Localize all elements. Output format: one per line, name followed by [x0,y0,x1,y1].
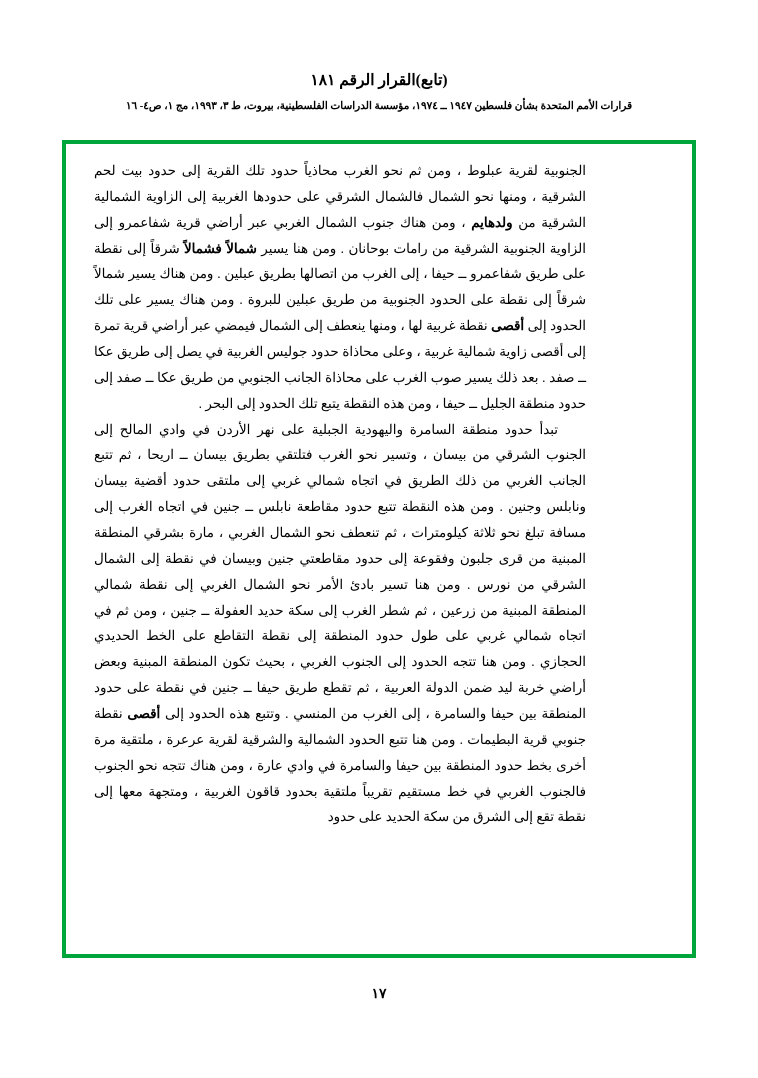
paragraph-1-bold-1: ولدهايم [471,214,513,230]
page-number: ١٧ [371,987,387,1002]
paragraph-1-part-d: نقطة غربية لها ، ومنها ينعطف إلى الشمال فيمضي عبر أراضي قرية تمرة إلى أقصى زاوية شمالية غربية ، وعلى محاذاة حدود جوليس الغربية في يصل إلى طريق عكا ــ صفد . بعد ذلك يسير صوب الغرب على محاذاة الجانب الجنوبي من طريق عكا ــ صفد إلى حدود منطقة الجليل ــ حيفا ، ومن هذه النقطة يتبع تلك الحدود إلى البحر . [94,318,586,411]
green-border-frame [62,140,696,958]
frame-content-area [80,158,678,944]
paragraph-1-bold-2: شمالاً فشمالاً [183,240,257,256]
paragraph-1-part-b: ، ومن هناك جنوب الشمال الغربي عبر أراضي قرية شفاعمرو إلى الزاوية الجنوبية الشرقية من رامات بوحانان . ومن هنا يسير [94,214,586,256]
paragraph-2-bold-1: أقصى [127,706,161,722]
body-text [80,158,678,830]
paragraph-2-part-a: تبدأ حدود منطقة السامرة واليهودية الجبلية على نهر الأردن في وادي المالح إلى الجنوب الشرقي من بيسان ، وتسير نحو الغرب فتلتقي بطريق بيسان ــ اريحا ، ثم تتبع الجانب الغربي من ذلك الطريق في اتجاه شمالي غربي إلى ملتقى حدود أقضية بيسان ونابلس وجنين . ومن هذه النقطة تتبع حدود مقاطعة نابلس ــ جنين في اتجاه الغرب إلى مسافة تبلغ نحو ثلاثة كيلومترات ، ثم تنعطف نحو الشمال الغربي ، مارة بشرقي المنطقة المبنية من قرى جلبون وفقوعة إلى حدود مقاطعتي جنين وبيسان في نقطة إلى الشمال الشرقي من نورس . ومن هنا تسير بادئ الأمر نحو الشمال الغربي إلى نقطة شمالي المنطقة المبنية من زرعين ، ثم شطر الغرب إلى سكة حديد العفولة ــ جنين ، ومن ثم في اتجاه شمالي غربي على طول حدود المنطقة إلى نقطة التقاطع على الخط الحديدي الحجازي . ومن هنا تتجه الحدود إلى الجنوب الغربي ، بحيث تكون المنطقة المبنية وبعض أراضي خربة ليد ضمن الدولة العربية ، ثم تقطع طريق حيفا ــ جنين في نقطة على حدود المنطقة بين حيفا والسامرة ، إلى الغرب من المنسي . وتتبع هذه الحدود إلى [94,421,586,722]
paragraph-1-part-c: شرقاً إلى نقطة على طريق شفاعمرو ــ حيفا ، إلى الغرب من اتصالها بطريق عبلين . ومن هناك يسير شمالاً شرقاً إلى نقطة على الحدود الجنوبية من طريق عبلين للبروة . ومن هناك يسير على تلك الحدود إلى [94,240,586,334]
paragraph-1-part-a: الجنوبية لقرية عبلوط ، ومن ثم نحو الغرب محاذياً حدود تلك القرية إلى حدود بيت لحم الشرقية ، ومنها نحو الشمال فالشمال الشرقي على حدودها الغربية إلى الزاوية الشمالية الشرقية من [94,163,586,230]
paragraph-1 [94,158,586,417]
page-header [0,0,758,112]
paragraph-1-bold-3: أقصى [491,318,525,334]
document-title: (تابع)القرار الرقم ١٨١ [310,72,448,89]
paragraph-2-part-b: نقطة جنوبي قرية البطيمات . ومن هنا تتبع الحدود الشمالية والشرقية لقرية عرعرة ، ملتقية مرة أخرى بخط حدود المنطقة بين حيفا والسامرة في وادي عارة ، ومن هناك تتجه نحو الجنوب فالجنوب الغربي في خط مستقيم تقريباً ملتقية بحدود قاقون الغربية ، ومتجهة معها إلى نقطة تقع إلى الشرق من سكة الحديد على حدود [94,706,586,825]
paragraph-2 [94,417,586,831]
document-source-citation: قرارات الأمم المتحدة بشأن فلسطين ١٩٤٧ ــ ١٩٧٤، مؤسسة الدراسات الفلسطينية، بيروت، ط ٣، ١٩٩٣، مج ١، ص٤- ١٦ [125,100,633,112]
